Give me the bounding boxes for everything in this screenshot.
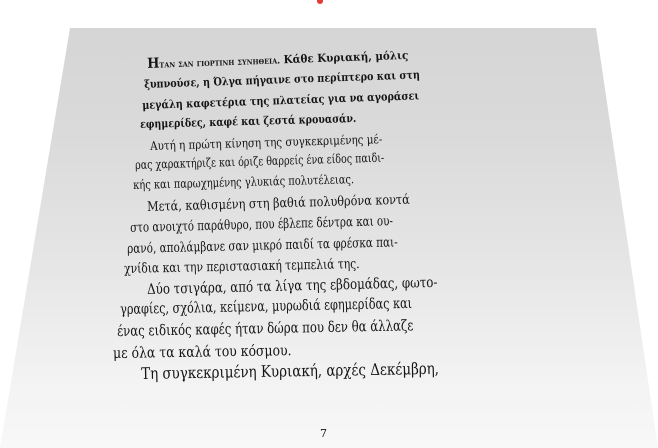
text-line-1-rest: Κάθε Κυριακή, μόλις xyxy=(279,47,409,67)
text-line-13: γραφίες, σχόλια, κείμενα, μυρωδιά εφημερίδας και xyxy=(119,294,413,318)
text-line-15: με όλα τα καλά του κόσμου. xyxy=(112,342,292,362)
page-number: 7 xyxy=(320,427,327,440)
text-line-7: κής και παρωχημένης γλυκιάς πολυτέλειας. xyxy=(132,172,355,192)
text-line-4: εφημερίδες, καφέ και ζεστά κρουασάν. xyxy=(139,110,357,131)
text-line-14: ένας ειδικός καφές ήταν δώρα που δεν θα άλλαζε xyxy=(116,317,414,340)
text-line-8: Μετά, καθισμένη στη βαθιά πολυθρόνα κοντά xyxy=(146,192,410,215)
text-line-1 xyxy=(147,48,408,71)
text-line-5: Αυτή η πρώτη κίνηση της συγκεκριμένης μέ- xyxy=(149,132,383,153)
drop-cap: Η xyxy=(146,55,160,72)
text-line-16: Τη συγκεκριμένη Κυριακή, αρχές Δεκέμβρη, xyxy=(140,358,440,383)
text-line-11: χνίδια και την περιστασιακή τεμπελιά της. xyxy=(123,257,360,277)
text-line-2: ξυπνούσε, η Όλγα πήγαινε στο περίπτερο και στη xyxy=(143,67,421,91)
text-line-12: Δύο τσιγάρα, από τα λίγα της εβδομάδας, φωτο- xyxy=(146,274,438,298)
text-line-9: στο ανοιχτό παράθυρο, που έβλεπε δέντρα και ου- xyxy=(129,214,394,236)
text-line-6: ρας χαρακτήριζε και όριζε θαρρείς ένα είδος παιδι- xyxy=(134,150,385,172)
small-caps-opening: ταν σαν γιορτινη συνηθεια. xyxy=(159,55,281,71)
text-line-10: ρανό, απολάμβανε σαν μικρό παιδί τα φρέσκα παι- xyxy=(126,235,398,257)
text-line-3: μεγάλη καφετέρια της πλατείας για να αγοράσει xyxy=(141,88,420,112)
